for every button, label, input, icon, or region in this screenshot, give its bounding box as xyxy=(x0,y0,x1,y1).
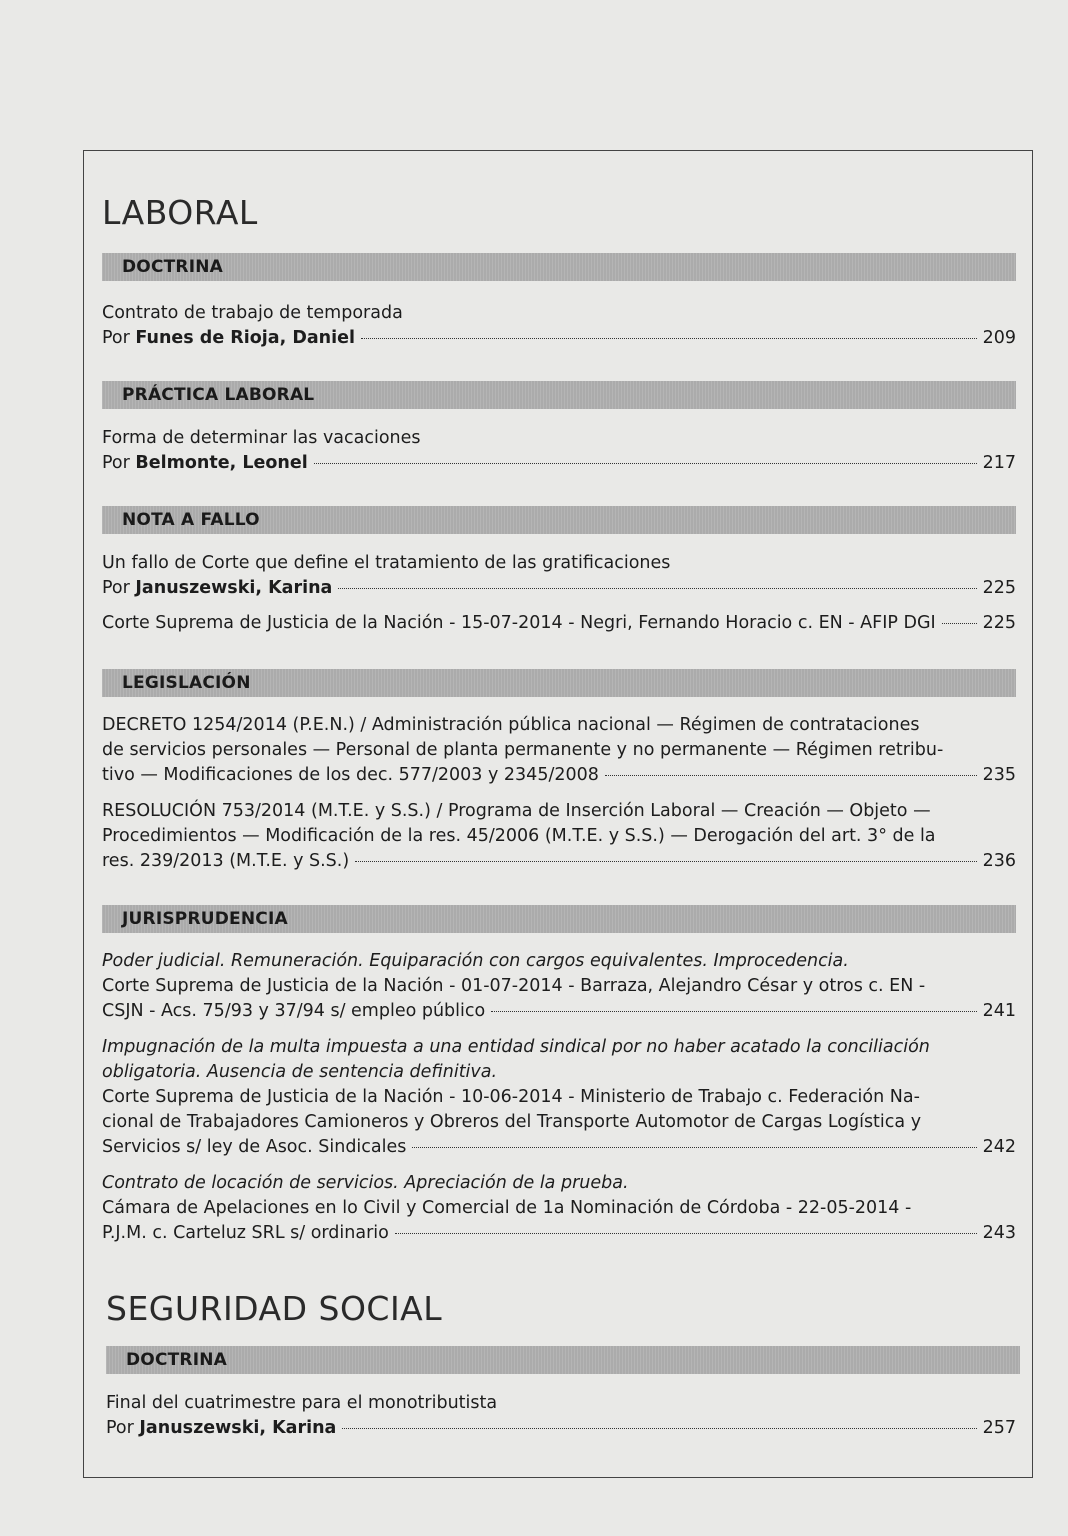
entry-text-line: Procedimientos — Modificación de la res. 45/2006 (M.T.E. y S.S.) — Derogación del art. 3° de la xyxy=(102,826,936,846)
entry-text-line: cional de Trabajadores Camioneros y Obreros del Transporte Automotor de Cargas Logística y xyxy=(102,1112,922,1132)
entry-title: Contrato de trabajo de temporada xyxy=(102,303,403,323)
toc-entry-resolucion[interactable] xyxy=(102,799,1016,874)
index-page-frame xyxy=(83,150,1033,1478)
entry-title: Final del cuatrimestre para el monotributista xyxy=(106,1393,498,1413)
dot-leader xyxy=(491,1011,976,1012)
category-bar-practica-laboral: PRÁCTICA LABORAL xyxy=(102,381,1016,409)
dot-leader xyxy=(605,775,977,776)
entry-text-line: Corte Suprema de Justicia de la Nación - 01-07-2014 - Barraza, Alejandro César y otros c. EN - xyxy=(102,976,926,996)
toc-entry-juris-1[interactable] xyxy=(102,949,1016,1024)
page-number: 217 xyxy=(982,453,1016,473)
toc-entry-doctrina[interactable] xyxy=(102,301,1016,351)
dot-leader xyxy=(395,1233,977,1234)
entry-summary: Poder judicial. Remuneración. Equiparación con cargos equivalentes. Improcedencia. xyxy=(102,951,849,971)
entry-author-line: Por Belmonte, Leonel 217 xyxy=(102,451,1016,476)
category-bar-legislacion: LEGISLACIÓN xyxy=(102,669,1016,697)
entry-last-line: Servicios s/ ley de Asoc. Sindicales 242 xyxy=(102,1135,1016,1160)
entry-summary: Impugnación de la multa impuesta a una entidad sindical por no haber acatado la conciliación xyxy=(102,1037,930,1057)
section-title-seguridad-social: SEGURIDAD SOCIAL xyxy=(106,1289,443,1328)
entry-summary: Contrato de locación de servicios. Apreciación de la prueba. xyxy=(102,1173,629,1193)
entry-author-line: Por Funes de Rioja, Daniel 209 xyxy=(102,326,1016,351)
dot-leader xyxy=(355,861,976,862)
entry-text-line: Cámara de Apelaciones en lo Civil y Comercial de 1a Nominación de Córdoba - 22-05-2014 - xyxy=(102,1198,912,1218)
entry-author: Januszewski, Karina xyxy=(139,1418,337,1438)
page-number: 235 xyxy=(982,765,1016,785)
page-number: 242 xyxy=(982,1137,1016,1157)
entry-text-line: RESOLUCIÓN 753/2014 (M.T.E. y S.S.) / Programa de Inserción Laboral — Creación — Objeto — xyxy=(102,801,931,821)
toc-entry-nota[interactable] xyxy=(102,551,1016,601)
entry-title: Forma de determinar las vacaciones xyxy=(102,428,421,448)
entry-last-line: res. 239/2013 (M.T.E. y S.S.) 236 xyxy=(102,849,1016,874)
dot-leader xyxy=(942,623,977,624)
entry-last-line: tivo — Modificaciones de los dec. 577/2003 y 2345/2008 235 xyxy=(102,763,1016,788)
dot-leader xyxy=(412,1147,976,1148)
entry-author: Funes de Rioja, Daniel xyxy=(135,328,355,348)
toc-entry-seguridad-doctrina[interactable] xyxy=(106,1391,1016,1441)
entry-last-line: CSJN - Acs. 75/93 y 37/94 s/ empleo público 241 xyxy=(102,999,1016,1024)
page-number: 236 xyxy=(982,851,1016,871)
page-number: 241 xyxy=(982,1001,1016,1021)
toc-entry-decreto[interactable] xyxy=(102,713,1016,788)
category-bar-doctrina-seguridad: DOCTRINA xyxy=(106,1346,1020,1374)
entry-title: Un fallo de Corte que define el tratamiento de las gratificaciones xyxy=(102,553,671,573)
toc-entry-juris-2[interactable] xyxy=(102,1035,1016,1160)
page-number: 243 xyxy=(982,1223,1016,1243)
entry-author-line: Por Januszewski, Karina 257 xyxy=(106,1416,1016,1441)
section-title-laboral: LABORAL xyxy=(102,193,258,232)
toc-entry-juris-3[interactable] xyxy=(102,1171,1016,1246)
page-number: 257 xyxy=(982,1418,1016,1438)
dot-leader xyxy=(314,463,977,464)
page-number: 225 xyxy=(982,613,1016,633)
entry-text-line: de servicios personales — Personal de planta permanente y no permanente — Régimen retribu- xyxy=(102,740,944,760)
category-bar-jurisprudencia: JURISPRUDENCIA xyxy=(102,905,1016,933)
entry-text-line: DECRETO 1254/2014 (P.E.N.) / Administración pública nacional — Régimen de contrataciones xyxy=(102,715,920,735)
dot-leader xyxy=(342,1428,976,1429)
page-number: 209 xyxy=(982,328,1016,348)
category-bar-nota-a-fallo: NOTA A FALLO xyxy=(102,506,1016,534)
entry-fallo-line: Corte Suprema de Justicia de la Nación - 15-07-2014 - Negri, Fernando Horacio c. EN - AFIP DGI 225 xyxy=(102,611,1016,636)
entry-author-line: Por Januszewski, Karina 225 xyxy=(102,576,1016,601)
dot-leader xyxy=(361,338,977,339)
toc-entry-practica[interactable] xyxy=(102,426,1016,476)
page-number: 225 xyxy=(982,578,1016,598)
entry-author: Januszewski, Karina xyxy=(135,578,333,598)
entry-author: Belmonte, Leonel xyxy=(135,453,308,473)
category-bar-doctrina: DOCTRINA xyxy=(102,253,1016,281)
entry-last-line: P.J.M. c. Carteluz SRL s/ ordinario 243 xyxy=(102,1221,1016,1246)
dot-leader xyxy=(338,588,976,589)
toc-entry-fallo[interactable] xyxy=(102,611,1016,636)
entry-summary: obligatoria. Ausencia de sentencia definitiva. xyxy=(102,1062,498,1082)
entry-text-line: Corte Suprema de Justicia de la Nación - 10-06-2014 - Ministerio de Trabajo c. Federación Na- xyxy=(102,1087,920,1107)
